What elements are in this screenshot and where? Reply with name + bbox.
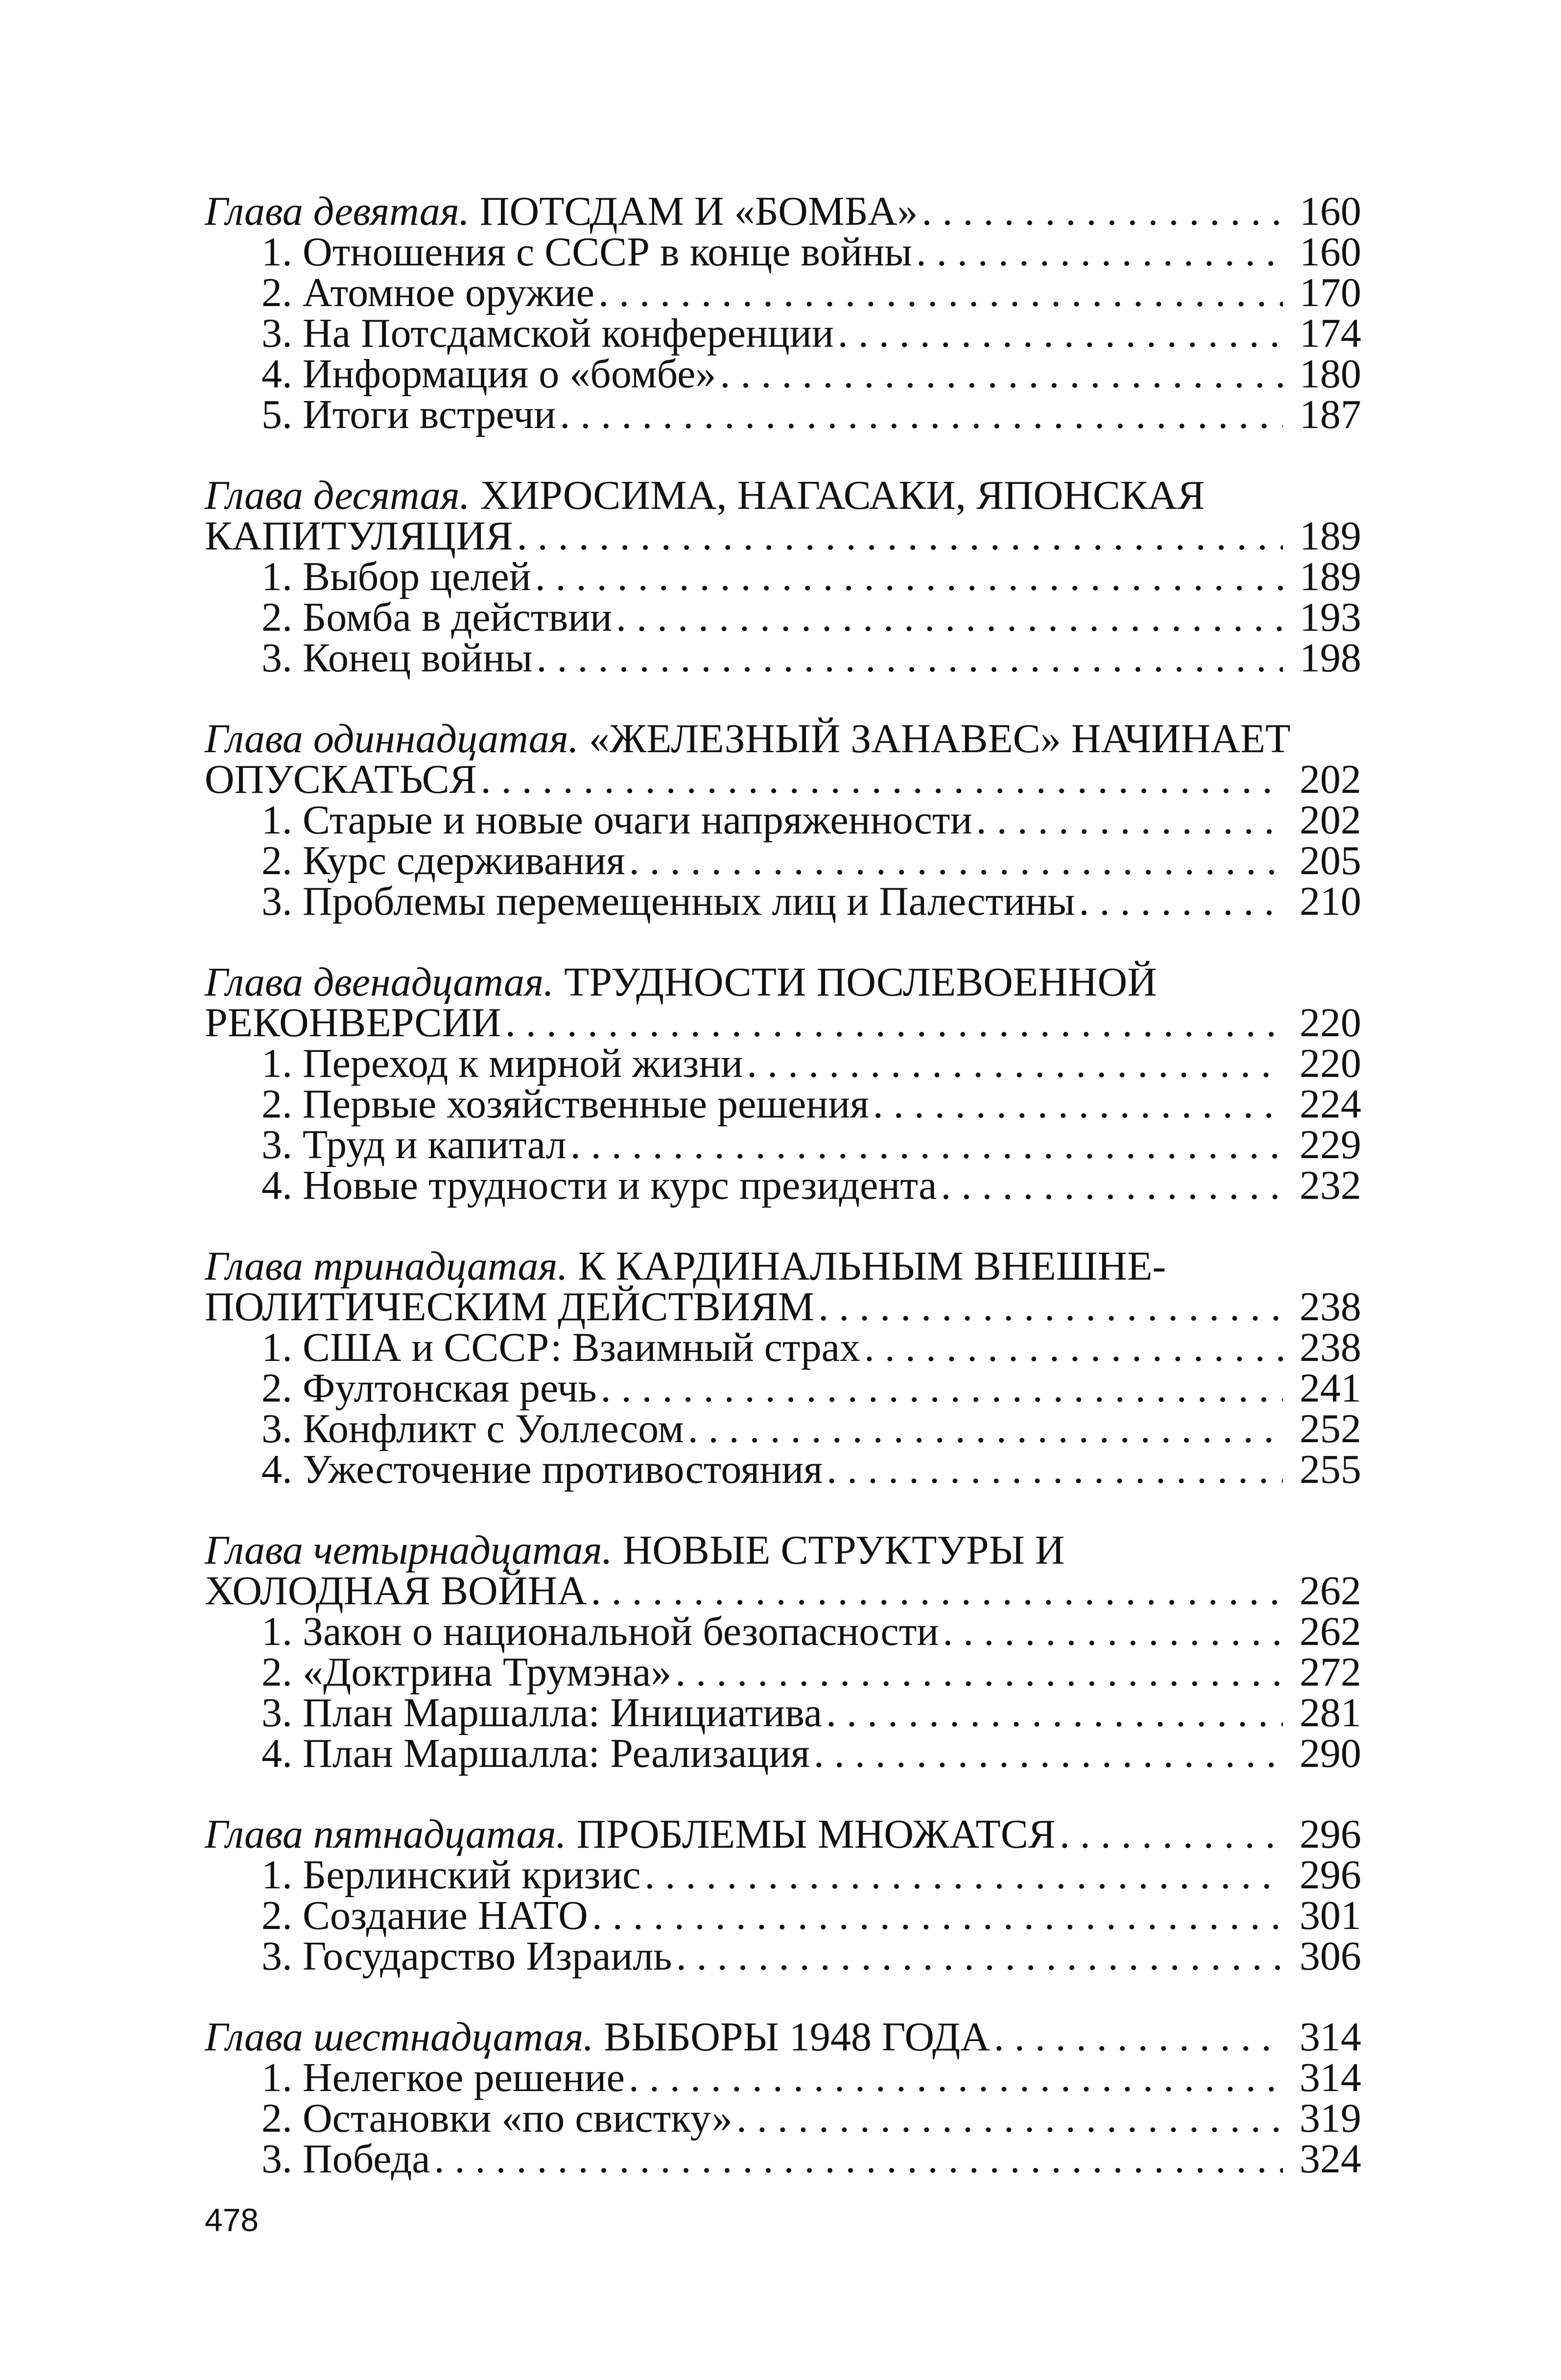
section-entry [205,1933,1361,1979]
dot-leader [916,232,1283,272]
chapter-heading [205,1527,1360,1573]
section-entry [205,1649,1361,1695]
section-page-number: 224 [1300,1081,1361,1127]
chapter-page-number: 296 [1300,1811,1361,1857]
section-entry [205,597,1360,638]
chapter-title: ХИРОСИМА, НАГАСАКИ, ЯПОНСКАЯ [480,473,1205,518]
section-page-number: 306 [1300,1933,1361,1979]
dot-leader [560,394,1283,435]
chapter-heading-continuation [205,513,1361,559]
dot-leader [598,272,1283,313]
section-entry [205,1043,1360,1084]
section-page-number: 189 [1300,554,1361,599]
chapter-label: Глава четырнадцатая. [205,1527,613,1573]
dot-leader [536,638,1283,678]
dot-leader [1060,1814,1283,1855]
chapter-title: НОВЫЕ СТРУКТУРЫ И [622,1527,1065,1573]
chapter-page-number: 189 [1300,513,1361,559]
section-page-number: 232 [1300,1163,1361,1208]
section-page-number: 187 [1300,392,1361,437]
chapter-title: К КАРДИНАЛЬНЫМ ВНЕШНЕ- [578,1243,1166,1289]
chapter-title: ВЫБОРЫ 1948 ГОДА [604,2014,990,2060]
section-page-number: 252 [1300,1406,1361,1452]
section-title: 1. Отношения с СССР в конце войны [261,229,912,275]
dot-leader [943,1611,1283,1652]
section-title: 2. «Доктрина Трумэна» [261,1649,672,1695]
dot-leader [675,1652,1283,1692]
section-entry [205,1327,1360,1368]
section-entry [205,351,1361,397]
chapter-label: Глава девятая. [205,189,470,234]
section-title: 3. На Потсдамской конференции [261,310,834,356]
section-entry [205,2095,1361,2141]
chapter-label: Глава тринадцатая. [205,1243,568,1289]
dot-leader [601,1368,1283,1408]
dot-leader [941,1165,1283,1206]
section-entry [205,2136,1361,2182]
section-page-number: 241 [1300,1365,1361,1411]
dot-leader [591,1571,1283,1611]
section-title: 2. Создание НАТО [261,1893,588,1938]
dot-leader [826,1692,1283,1733]
section-title: 1. Переход к мирной жизни [261,1041,743,1086]
dot-leader [736,2098,1283,2139]
chapter-heading [205,1811,1361,1857]
toc-chapter [205,473,1361,681]
section-title: 2. Остановки «по свистку» [261,2095,733,2141]
chapter-heading-text [205,191,918,232]
chapter-heading-continuation [205,1284,1361,1330]
section-title: 3. Победа [261,2136,430,2182]
section-page-number: 160 [1300,229,1361,275]
section-title: 4. Информация о «бомбе» [261,351,716,397]
section-page-number: 220 [1300,1041,1361,1086]
chapter-heading-text [205,1243,1166,1289]
section-title: 2. Курс сдерживания [261,838,625,883]
chapter-title: «ЖЕЛЕЗНЫЙ ЗАНАВЕС» НАЧИНАЕТ [589,716,1291,762]
section-page-number: 272 [1300,1649,1361,1695]
section-entry [205,556,1360,597]
section-title: 3. План Маршалла: Инициатива [261,1690,823,1736]
dot-leader [592,1895,1283,1936]
dot-leader [570,1124,1283,1165]
section-page-number: 262 [1300,1609,1361,1654]
dot-leader [976,800,1283,840]
chapter-heading-text [205,473,1205,518]
section-entry [205,1124,1360,1165]
section-title: 2. Атомное оружие [261,270,594,315]
section-title: 3. Труд и капитал [261,1122,567,1167]
section-page-number: 205 [1300,838,1361,883]
chapter-page-number: 314 [1300,2014,1361,2060]
chapter-page-number: 262 [1300,1568,1361,1614]
chapter-page-number: 220 [1300,1000,1361,1046]
section-entry [205,1733,1360,1774]
section-title: 1. Старые и новые очаги напряженности [261,797,972,843]
dot-leader [688,1408,1283,1449]
chapter-page-number: 202 [1300,757,1361,802]
chapter-heading-text [205,1811,1056,1857]
dot-leader [922,191,1283,232]
dot-leader [864,1327,1283,1368]
chapter-title-continued: РЕКОНВЕРСИИ [205,1000,501,1046]
section-page-number: 198 [1300,635,1361,681]
toc-chapter [205,2014,1361,2182]
dot-leader [994,2017,1283,2057]
section-entry [205,310,1361,356]
dot-leader [747,1043,1283,1084]
section-title: 3. Конец войны [261,635,533,681]
chapter-title-continued: КАПИТУЛЯЦИЯ [205,513,513,559]
dot-leader [814,1733,1283,1774]
chapter-heading-text [205,716,1290,762]
section-entry [205,635,1361,681]
toc-chapter [205,1243,1361,1492]
toc-chapter [205,959,1361,1208]
dot-leader [517,516,1283,556]
chapter-heading-text [205,959,1157,1005]
section-entry [205,229,1361,275]
section-title: 1. Выбор целей [261,554,531,599]
dot-leader [827,1449,1283,1490]
section-page-number: 290 [1300,1731,1361,1776]
chapter-heading [205,959,1360,1005]
chapter-page-number: 160 [1300,189,1361,234]
chapter-heading-continuation [205,1568,1361,1614]
chapter-page-number: 238 [1300,1284,1361,1330]
dot-leader [873,1084,1283,1124]
section-page-number: 319 [1300,2095,1361,2141]
toc-chapter [205,1527,1361,1776]
section-entry [205,1852,1361,1898]
section-title: 1. США и СССР: Взаимный страх [261,1325,860,1370]
chapter-heading-text [205,1527,1064,1573]
chapter-title: ПРОБЛЕМЫ МНОЖАТСЯ [576,1811,1056,1857]
chapter-title-continued: ХОЛОДНАЯ ВОЙНА [205,1568,587,1614]
toc-chapter [205,191,1360,435]
dot-leader [434,2139,1283,2179]
dot-leader [676,1936,1283,1976]
section-title: 3. Государство Израиль [261,1933,672,1979]
dot-leader [505,1002,1283,1043]
section-entry [205,272,1360,313]
dot-leader [616,597,1283,638]
section-entry [205,1406,1361,1452]
section-title: 4. План Маршалла: Реализация [261,1731,810,1776]
table-of-contents [205,191,1360,2219]
section-entry [205,1081,1361,1127]
section-entry [205,840,1360,881]
section-entry [205,1895,1360,1936]
section-page-number: 202 [1300,797,1361,843]
chapter-title: ТРУДНОСТИ ПОСЛЕВОЕННОЙ [564,959,1157,1005]
section-page-number: 170 [1300,270,1361,315]
section-title: 2. Бомба в действии [261,595,613,640]
dot-leader [535,556,1283,597]
dot-leader [818,1286,1283,1327]
chapter-label: Глава пятнадцатая. [205,1811,567,1857]
section-entry [205,1611,1360,1652]
section-title: 5. Итоги встречи [261,392,556,437]
chapter-label: Глава десятая. [205,473,470,518]
section-page-number: 324 [1300,2136,1361,2182]
section-page-number: 314 [1300,2055,1361,2100]
section-page-number: 229 [1300,1122,1361,1167]
chapter-heading-text [205,2014,990,2060]
section-title: 2. Первые хозяйственные решения [261,1081,869,1127]
section-entry [205,1165,1360,1206]
chapter-heading [205,1243,1360,1289]
toc-chapter [205,718,1360,922]
toc-chapter [205,1811,1361,1979]
section-entry [205,881,1360,922]
section-title: 1. Берлинский кризис [261,1852,641,1898]
section-page-number: 296 [1300,1852,1361,1898]
dot-leader [481,759,1283,800]
chapter-heading-continuation [205,1000,1361,1046]
dot-leader [629,840,1283,881]
section-title: 3. Конфликт с Уоллесом [261,1406,684,1452]
section-page-number: 255 [1300,1447,1361,1492]
section-entry [205,1365,1361,1411]
dot-leader [720,354,1283,394]
chapter-title-continued: ПОЛИТИЧЕСКИМ ДЕЙСТВИЯМ [205,1284,815,1330]
section-page-number: 301 [1300,1893,1361,1938]
section-title: 4. Ужесточение противостояния [261,1447,823,1492]
chapter-title-continued: ОПУСКАТЬСЯ [205,757,477,802]
section-entry [205,1690,1361,1736]
section-entry [205,394,1360,435]
section-title: 2. Фултонская речь [261,1365,597,1411]
section-entry [205,797,1361,843]
chapter-heading-continuation [205,759,1360,800]
chapter-label: Глава двенадцатая. [205,959,554,1005]
section-page-number: 238 [1300,1325,1361,1370]
page-number: 478 [205,2202,259,2238]
dot-leader [629,2057,1283,2098]
section-entry [205,1449,1360,1490]
section-title: 1. Закон о национальной безопасности [261,1609,939,1654]
section-page-number: 210 [1300,879,1361,924]
chapter-heading [205,475,1360,516]
section-page-number: 281 [1300,1690,1361,1736]
chapter-heading [205,2014,1361,2060]
dot-leader [644,1855,1283,1895]
section-entry [205,2057,1360,2098]
section-page-number: 193 [1300,595,1361,640]
chapter-label: Глава шестнадцатая. [205,2014,594,2060]
chapter-heading [205,716,1360,762]
chapter-label: Глава одиннадцатая. [205,716,579,762]
section-title: 1. Нелегкое решение [261,2055,625,2100]
section-title: 3. Проблемы перемещенных лиц и Палестины [261,879,1075,924]
dot-leader [838,313,1283,354]
section-page-number: 174 [1300,310,1361,356]
chapter-title: ПОТСДАМ И «БОМБА» [479,189,918,234]
section-page-number: 180 [1300,351,1361,397]
dot-leader [1079,881,1283,922]
chapter-heading [205,191,1360,232]
section-title: 4. Новые трудности и курс президента [261,1163,937,1208]
